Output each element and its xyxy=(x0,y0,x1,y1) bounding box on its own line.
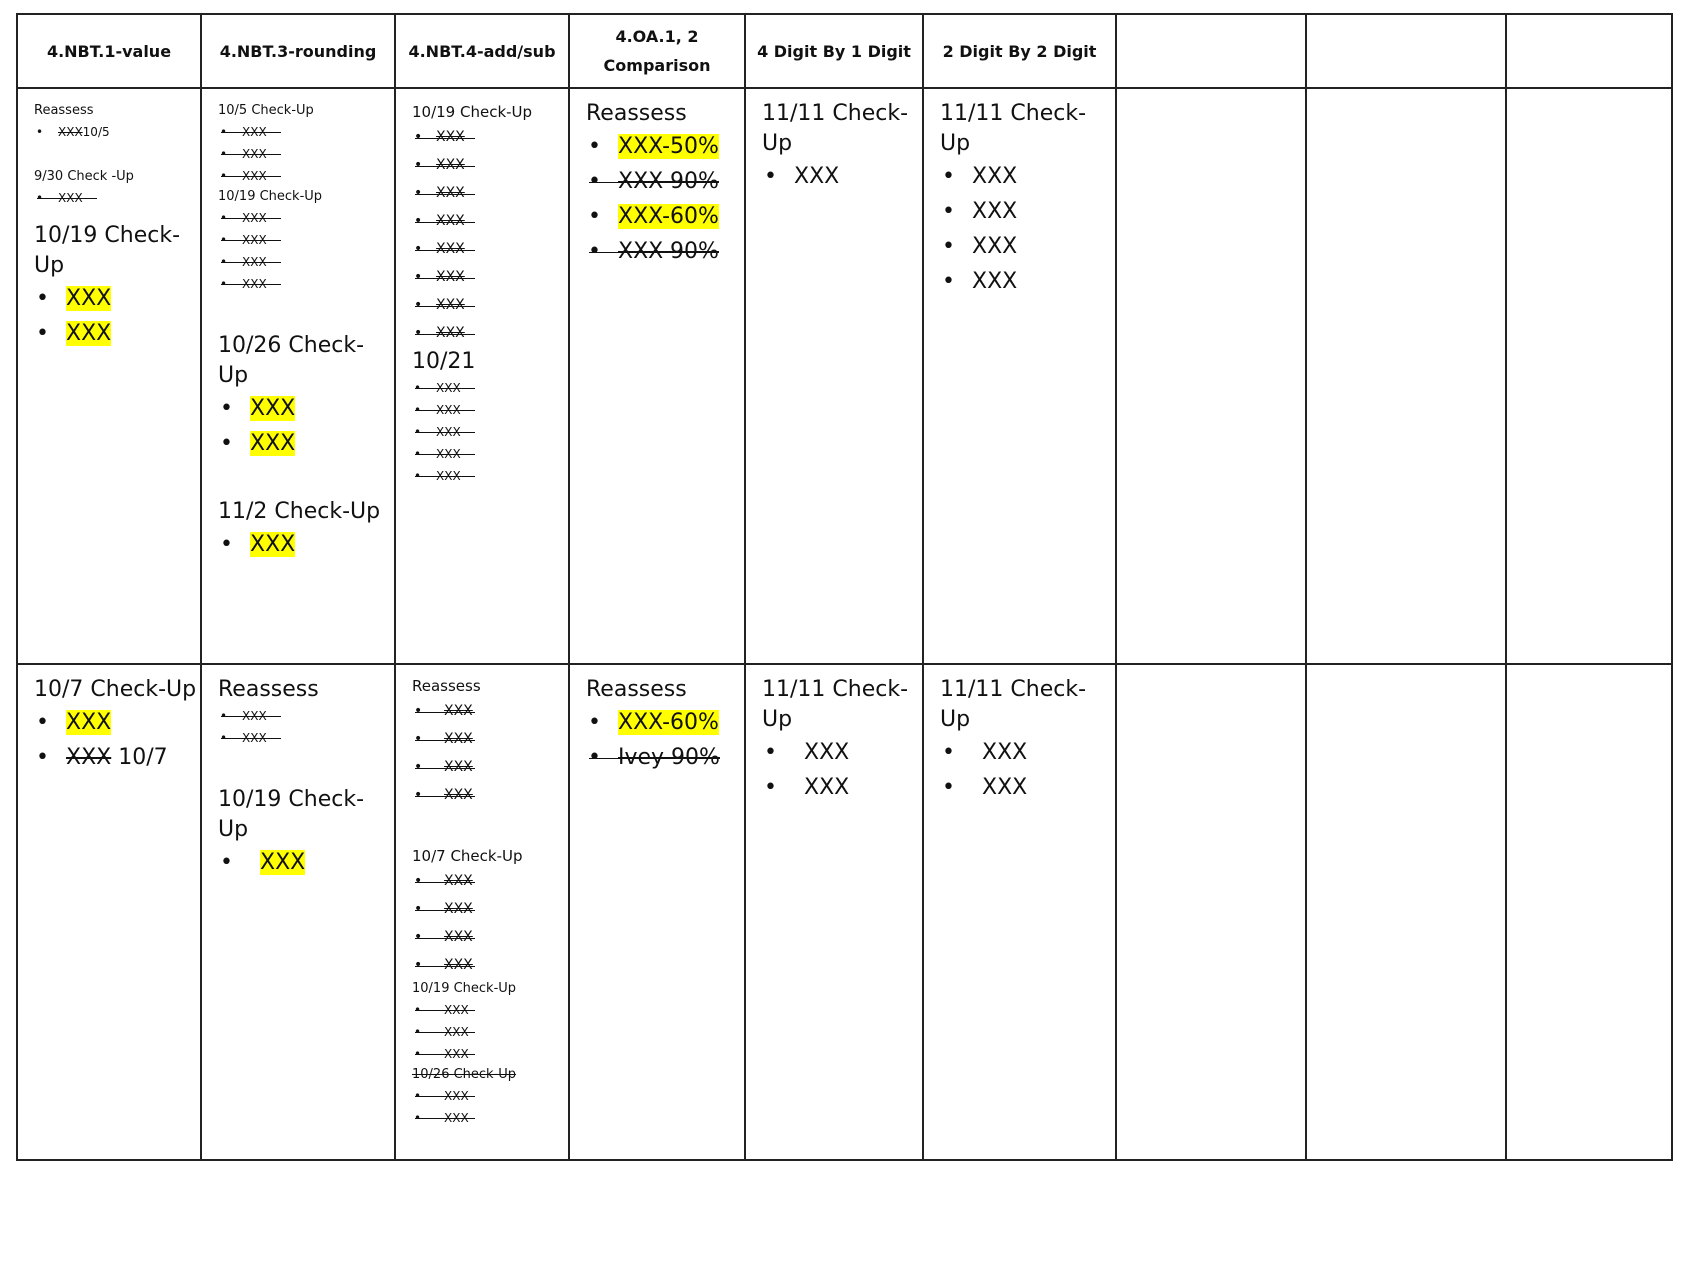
list-item: • XXX xyxy=(218,143,394,165)
student-list xyxy=(940,735,1115,805)
table-cell-empty xyxy=(1506,88,1672,664)
date-note: 10/7 xyxy=(118,745,168,770)
table-cell xyxy=(201,88,395,664)
student-list xyxy=(218,527,394,562)
student-list xyxy=(762,159,922,194)
table-cell-empty xyxy=(1116,88,1306,664)
table-row xyxy=(17,664,1672,1160)
list-item: • XXX xyxy=(412,867,568,895)
list-item: • XXX xyxy=(412,999,568,1021)
list-item: • XXX xyxy=(412,235,568,263)
header-cell: 4.NBT.3-rounding xyxy=(201,14,395,88)
list-item: • XXX xyxy=(34,281,200,316)
table-cell-empty xyxy=(1306,88,1506,664)
section-title: 10/7 Check-Up xyxy=(412,847,523,865)
student-list xyxy=(412,377,568,487)
section-title: 10/21 xyxy=(412,349,476,374)
section-title: Reassess xyxy=(412,677,481,695)
list-item: • XXX xyxy=(218,251,394,273)
list-item: • XXX xyxy=(412,123,568,151)
student-list xyxy=(218,121,394,187)
list-item: • XXX xyxy=(412,725,568,753)
list-item: • XXX-60% xyxy=(586,199,744,234)
student-list xyxy=(218,705,394,749)
list-item: • XXX xyxy=(218,273,394,295)
list-item: • XXX xyxy=(34,316,200,351)
section-title: Reassess xyxy=(586,677,687,702)
section-title: Reassess xyxy=(218,677,319,702)
list-item: • XXX xyxy=(940,229,1115,264)
header-cell-empty xyxy=(1116,14,1306,88)
table-cell xyxy=(395,88,569,664)
list-item: • XXX xyxy=(218,165,394,187)
student-list xyxy=(586,705,744,775)
list-item: • XXX-60% xyxy=(586,705,744,740)
list-item: • XXX xyxy=(218,426,394,461)
student-list xyxy=(412,867,568,979)
table-cell xyxy=(745,664,923,1160)
list-item: • XXX xyxy=(412,1085,568,1107)
list-item: • XXX xyxy=(940,159,1115,194)
list-item: • XXX xyxy=(412,923,568,951)
list-item: • XXX xyxy=(34,187,200,209)
header-cell: 4.NBT.1-value xyxy=(17,14,201,88)
list-item: • XXX xyxy=(412,1107,568,1129)
section-title: 10/19 Check-Up xyxy=(34,223,181,278)
section-title: 11/11 Check-Up xyxy=(762,101,909,156)
table-cell xyxy=(569,88,745,664)
list-item: • XXX xyxy=(412,781,568,809)
student-list xyxy=(218,207,394,295)
list-item: • XXX xyxy=(412,421,568,443)
header-cell: 4.NBT.4-add/sub xyxy=(395,14,569,88)
table-cell xyxy=(569,664,745,1160)
table-cell xyxy=(923,88,1116,664)
header-cell xyxy=(569,14,745,88)
table-cell xyxy=(17,88,201,664)
student-list xyxy=(940,159,1115,299)
student-list xyxy=(34,281,200,351)
list-item: • XXX xyxy=(940,770,1115,805)
list-item: • XXX xyxy=(762,159,922,194)
list-item: • XXX xyxy=(412,951,568,979)
list-item: • XXX 10/7 xyxy=(34,740,200,775)
table-cell xyxy=(745,88,923,664)
student-list xyxy=(412,123,568,347)
list-item: • XXX xyxy=(218,727,394,749)
table-cell xyxy=(923,664,1116,1160)
date-note: 10/5 xyxy=(82,125,110,139)
list-item: • XXX xyxy=(412,465,568,487)
list-item: • XXX xyxy=(940,264,1115,299)
list-item: • XXX xyxy=(940,194,1115,229)
section-title: 11/11 Check-Up xyxy=(762,677,909,732)
list-item: • XXX xyxy=(412,319,568,347)
section-title: 10/19 Check-Up xyxy=(412,103,533,121)
list-item: • XXX xyxy=(218,229,394,251)
list-item xyxy=(34,121,200,143)
section-title: 11/11 Check-Up xyxy=(940,101,1087,156)
student-list xyxy=(34,187,200,209)
header-cell: 2 Digit By 2 Digit xyxy=(923,14,1116,88)
section-title: 11/2 Check-Up xyxy=(218,499,381,524)
list-item: • XXX xyxy=(762,770,922,805)
list-item: • XXX xyxy=(940,735,1115,770)
list-item: • XXX xyxy=(34,705,200,740)
list-item: • XXX xyxy=(218,845,394,880)
student-list xyxy=(34,705,200,775)
table-cell xyxy=(395,664,569,1160)
section-title: 10/26 Check-Up xyxy=(218,333,365,388)
list-item: • XXX xyxy=(412,207,568,235)
student-list xyxy=(586,129,744,269)
list-item: • XXX xyxy=(412,291,568,319)
table-cell xyxy=(17,664,201,1160)
list-item: • XXX xyxy=(412,1021,568,1043)
student-list xyxy=(762,735,922,805)
list-item: • XXX-90% xyxy=(586,164,744,199)
list-item: • XXX xyxy=(218,391,394,426)
list-item: • XXX xyxy=(412,895,568,923)
header-cell: 4 Digit By 1 Digit xyxy=(745,14,923,88)
list-item: • XXX xyxy=(218,121,394,143)
list-item: • XXX xyxy=(412,753,568,781)
section-title: 10/5 Check-Up xyxy=(218,103,314,118)
list-item: • XXX xyxy=(412,179,568,207)
section-title: Reassess xyxy=(586,101,687,126)
list-item: • XXX xyxy=(412,1043,568,1065)
student-list xyxy=(412,999,568,1065)
list-item: • XXX xyxy=(412,263,568,291)
section-title: Reassess xyxy=(34,103,94,118)
list-item: • XXX xyxy=(412,443,568,465)
student-list xyxy=(412,1085,568,1129)
header-line: Comparison xyxy=(603,56,711,75)
table-cell-empty xyxy=(1116,664,1306,1160)
table-cell-empty xyxy=(1306,664,1506,1160)
student-list xyxy=(34,121,200,143)
section-title: 10/26 Check-Up xyxy=(412,1067,517,1082)
student-name: XXX xyxy=(58,125,83,139)
list-item: • XXX xyxy=(218,705,394,727)
header-row xyxy=(17,14,1672,88)
section-title: 11/11 Check-Up xyxy=(940,677,1087,732)
list-item: • Ivey 90% xyxy=(586,740,744,775)
header-cell-empty xyxy=(1506,14,1672,88)
list-item: • XXX xyxy=(412,399,568,421)
list-item: • XXX xyxy=(762,735,922,770)
student-list xyxy=(412,697,568,809)
list-item: • XXX xyxy=(412,377,568,399)
table-cell-empty xyxy=(1506,664,1672,1160)
section-title: 10/19 Check-Up xyxy=(218,787,365,842)
table-cell xyxy=(201,664,395,1160)
list-item: • XXX xyxy=(412,151,568,179)
section-title: 10/19 Check-Up xyxy=(412,981,517,996)
list-item: • XXX xyxy=(412,697,568,725)
table-row xyxy=(17,88,1672,664)
list-item: • XXX xyxy=(218,527,394,562)
section-title: 10/7 Check-Up xyxy=(34,677,197,702)
list-item: • XXX xyxy=(218,207,394,229)
list-item: • XXX-50% xyxy=(586,129,744,164)
student-list xyxy=(218,391,394,461)
section-title: 10/19 Check-Up xyxy=(218,189,323,204)
header-line: 4.OA.1, 2 xyxy=(615,27,699,46)
student-list xyxy=(218,845,394,880)
tracking-table xyxy=(16,13,1673,1161)
header-cell-empty xyxy=(1306,14,1506,88)
section-title: 9/30 Check -Up xyxy=(34,169,134,184)
list-item: • XXX-90% xyxy=(586,234,744,269)
